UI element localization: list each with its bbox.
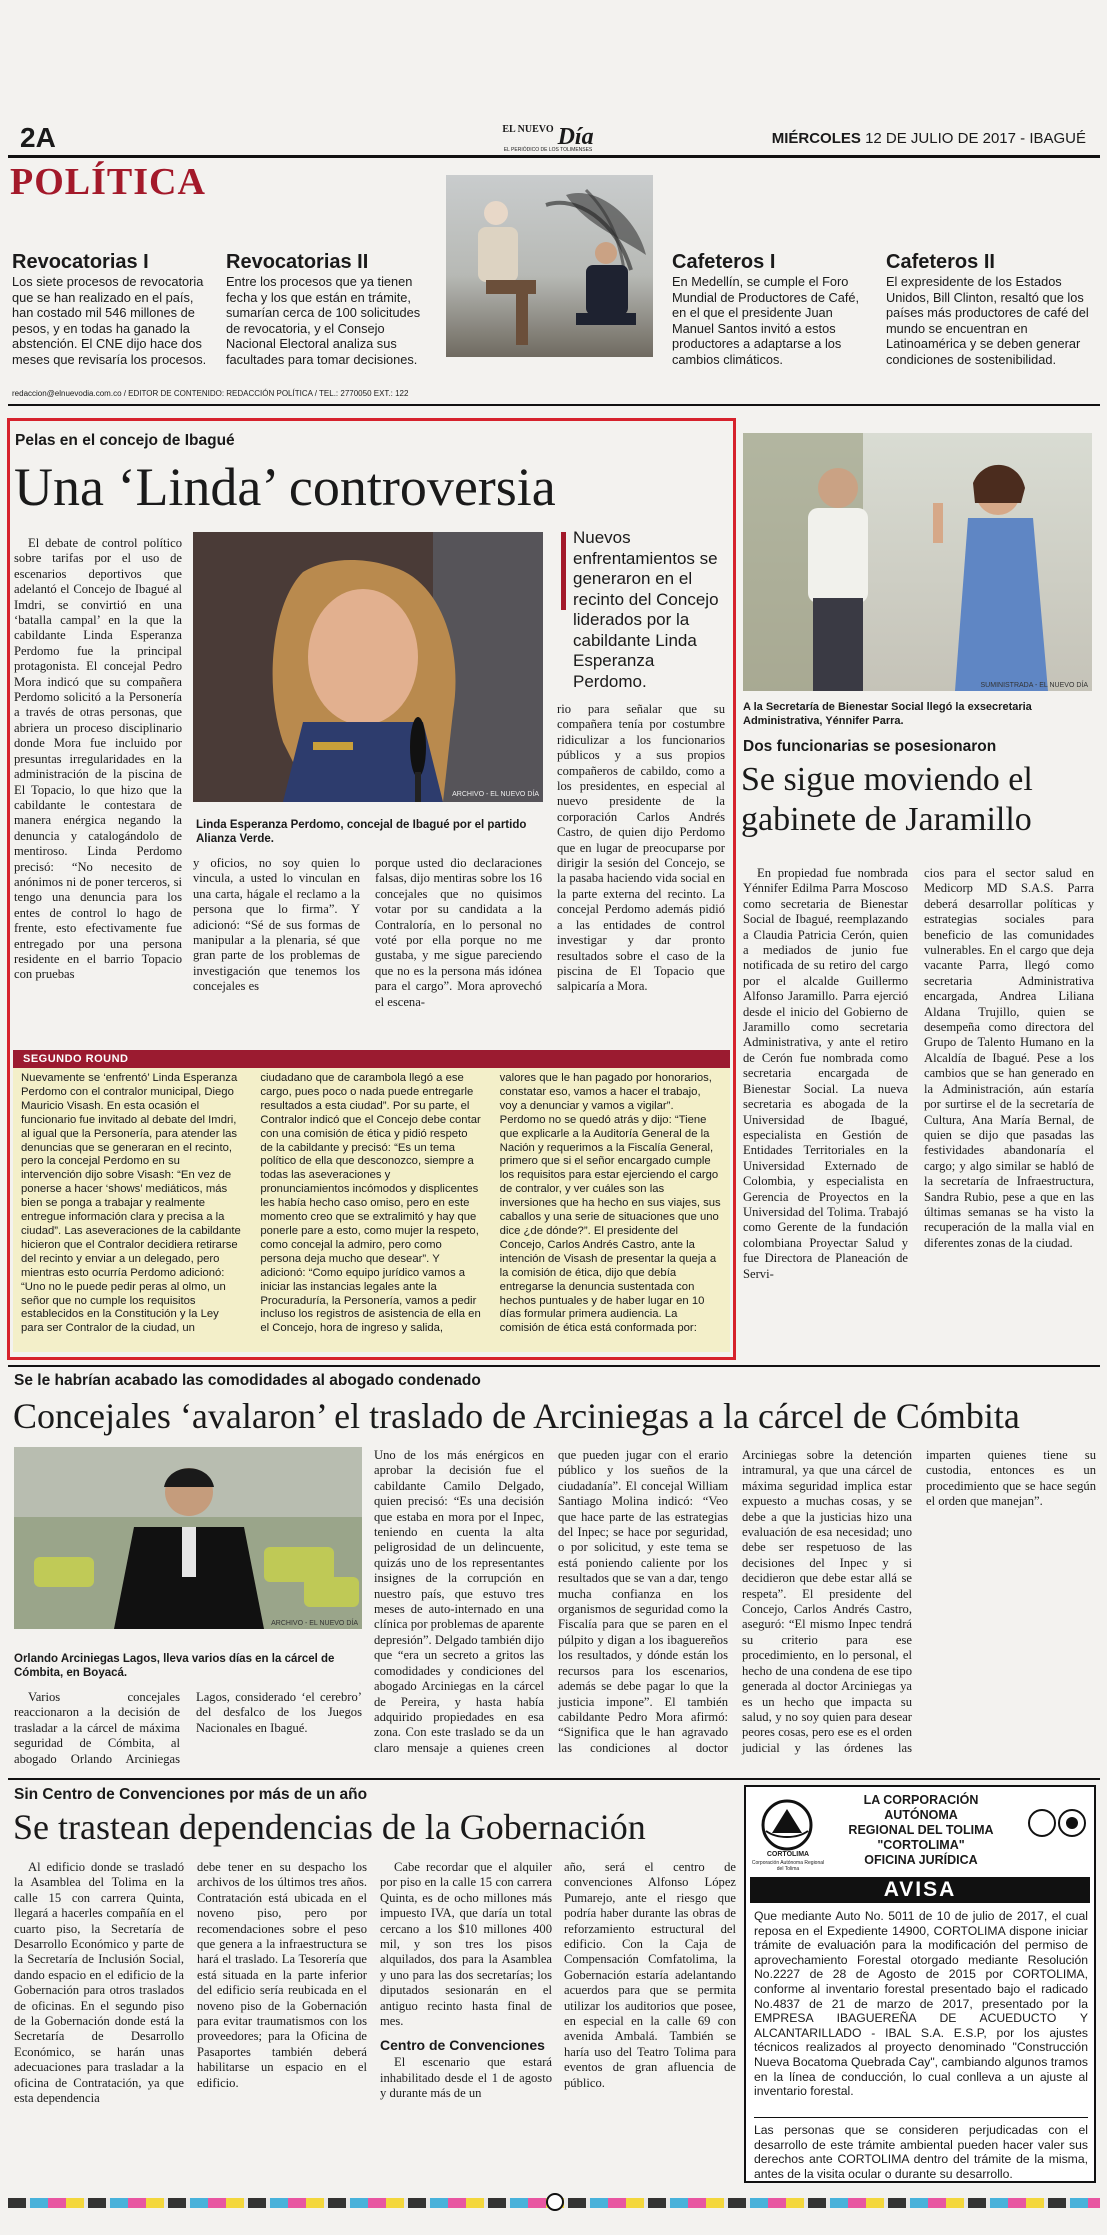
brief-2-title: Revocatorias II: [226, 251, 369, 273]
gobernacion-subhead: Centro de Convenciones: [380, 2037, 545, 2054]
linda-col4-text: rio para señalar que su compañera tenía por costumbre ridiculizar a los funcionarios públicos y a sus propios compañeros de cabildo, como a los presidentes, en especial al nuevo presidente de la corporación Carlos Andrés Castro, de quien dijo Perdomo que en lugar de preocuparse por dirigir la sesión del Concejo, se la pasaba haciendo vida social en la parte externa del recinto. La concejal Perdomo además pidió a las entidades de control investigar y dar pronto resultados sobre el caso de la piscina de El Topacio que salpicaría a Mora.: [557, 702, 725, 994]
cortolima-org: [826, 1793, 1016, 1868]
gobernacion-col3b-text: El escenario que estará inhabilitado desde el 1 de agosto y durante más de un: [380, 2055, 552, 2101]
gobernacion-col2-text: debe tener en su despacho los archivos de los últimos tres años. Contratación está ubicada en el noveno piso, pero por recomendaciones sobre el peso que genera a la infraestructura se hará el traslado. La Tesorería que está situada en la parte inferior del edificio sería reubicada en el noveno piso de la Gobernación para evitar traumatismos con los proveedores; para la Oficina de Pasaportes también deberá habilitarse un espacio en el edificio.: [197, 1860, 367, 2090]
issue-date: [772, 130, 1086, 147]
gobernacion-col2: [197, 1860, 367, 2190]
arciniegas-photo-credit: ARCHIVO - EL NUEVO DÍA: [271, 1620, 358, 1627]
logo-tagline: EL PERIÓDICO DE LOS TOLIMENSES: [503, 147, 593, 153]
brief-3-title: Cafeteros I: [672, 251, 776, 273]
arciniegas-rule: [8, 1778, 1100, 1780]
certification-seals: [1026, 1799, 1090, 1849]
arciniegas-photo-illustration: [14, 1447, 362, 1629]
brief-4: [886, 250, 1098, 367]
brief-3-text: En Medellín, se cumple el Foro Mundial de Productores de Café, en el que el presidente Juan Manuel Santos invitó a estos productores a adaptarse a los cambios climáticos.: [672, 274, 860, 367]
linda-col1: [14, 536, 182, 1036]
linda-col1-text: El debate de control político sobre tarifas por el uso de escenarios deportivos que adelantó el Concejo de Ibagué al Imdri, se convirtió en una ‘batalla campal’ en la que la cabildante Linda Esperanza Perdomo fue la principal protagonista. El concejal Pedro Mora indicó que su compañera Perdomo solicitó a la Personería a través de otras personas, que abriera un proceso disciplinario donde Mora fue incluido por presuntas irregularidades en la administración de la piscina de El Topacio, lo que hizo que la cabildante le contestara de manera enérgica negando la denuncia y catalogándolo de mentiroso. Linda Perdomo precisó: “No necesito de anónimos ni de poner terceros, si tengo una denuncia para los entes de control lo hago de frente, esto efectivamente fue entregado por una persona residente en el barrio Topacio con pruebas: [14, 536, 182, 982]
logo-main: Día: [557, 124, 594, 150]
linda-photo-illustration: [193, 532, 543, 802]
brief-1-title: Revocatorias I: [12, 251, 149, 273]
segundo-round-text: [21, 1072, 721, 1348]
gabinete-kicker: Dos funcionarias se posesionaron: [743, 738, 997, 755]
gobernacion-col3-text: Cabe recordar que el alquiler por piso en la calle 15 con carrera Quinta, es de ocho millones más impuesto IVA, que daría un total cercano a los $10 millones 400 mil, y son tres los pisos alquilados, dos para la Asamblea y uno para las dos secretarías; los diputados sesionarán en el antiguo recinto hasta final de mes.: [380, 1860, 552, 2029]
cortolima-logo-sub: Corporación Autónoma Regional del Tolima: [751, 1860, 825, 1872]
brief-1-text: Los siete procesos de revocatoria que se han realizado en el país, han costado mil 546 millones de pesos, y en todas ha ganado la abstención. El CNE dijo hace dos meses que revisaría los procesos.: [12, 274, 207, 367]
cortolima-org-line2: REGIONAL DEL TOLIMA: [848, 1823, 994, 1837]
segundo-round-title: SEGUNDO ROUND: [13, 1050, 730, 1068]
gobernacion-col4: [564, 1860, 736, 2190]
arciniegas-intro-text: Varios concejales reaccionaron a la decisión de trasladar a la cárcel de máxima seguridad de Cómbita, al abogado Orlando Arciniegas Lagos, considerado ‘el cerebro’ del desfalco de los Juegos Nacionales en Ibagué.: [14, 1690, 362, 1766]
gobernacion-col1: [14, 1860, 184, 2190]
cortolima-org-line4: OFICINA JURÍDICA: [864, 1853, 978, 1867]
linda-headline: Una ‘Linda’ controversia: [14, 457, 556, 517]
linda-col3-text: porque usted dio declaraciones falsas, dijo mentiras sobre los 16 concejales que no quisimos votar por su candidata a la Contraloría, en lo personal no voté por ella porque no me gustaba, y me sigue pareciendo que no es la persona más idónea para el cargo”. Mora aprovechó el escena-: [375, 856, 542, 1009]
newspaper-logo: [463, 124, 633, 152]
linda-lead: Nuevos enfrentamientos se generaron en el recinto del Concejo liderados por la cabildante Linda Esperanza Perdomo.: [573, 528, 719, 691]
masthead-rule: [8, 155, 1100, 158]
page-number: 2A: [20, 122, 56, 153]
brief-2-text: Entre los procesos que ya tienen fecha y los que están en trámite, sumarían cerca de 100 solicitudes de revocatoria, y el Consejo Nacional Electoral analiza sus facultades para tomar decisiones.: [226, 274, 421, 367]
cortolima-ad-divider: [754, 2117, 1088, 2118]
cortolima-logo-text: CORTOLIMA: [766, 1851, 810, 1858]
forum-photo-illustration: [446, 175, 653, 357]
linda-lead-bar: [561, 532, 566, 610]
issue-day: MIÉRCOLES: [771, 130, 861, 147]
gabinete-col2-text: cios para el sector salud en Medicorp MD S.A.S. Parra deberá desarrollar políticas y estrategias sociales para beneficio de las comunidades vulnerables. En el cargo que deja vacante Parra, llegó como secretaria Administrativa encargada, Andrea Liliana Aldana Trujillo, quien se desempeña como directora del Grupo de Talento Humano en la Alcaldía de Ibagué. Pese a los cambios que se han generado en la Administración, aún estaría por surtirse el de la secretaría de Cultura, Ana María Bernal, de quien se dijo que pasadas las festividades abandonaría el cargo; y algo similar se habló de la secretaría de Infraestructura, Sandra Rubio, pese a que en las últimas semanas se ha visto la recuperación de la malla vial en diferentes zonas de la ciudad.: [924, 866, 1094, 1250]
arciniegas-body: [374, 1448, 1096, 1770]
arciniegas-kicker: Se le habrían acabado las comodidades al abogado condenado: [14, 1372, 481, 1389]
briefs-rule: [8, 404, 1100, 406]
arciniegas-intro: [14, 1690, 362, 1770]
segundo-round-box: [13, 1050, 730, 1352]
linda-col2-text: y oficios, no soy quien lo vincula, a usted lo vinculan en una carta, hágale el reclamo a la persona que lo firma”. Y adicionó: “Sé de sus formas de manipular a la plenaria, sé que gran parte de los problemas de investigación que tenemos los concejales es: [193, 856, 360, 994]
masthead: [8, 124, 1100, 152]
gabinete-col2: [924, 866, 1094, 1350]
gabinete-photo-illustration: [743, 433, 1092, 691]
linda-col4: [557, 702, 725, 1040]
issue-date-text: 12 DE JULIO DE 2017 - IBAGUÉ: [865, 130, 1086, 147]
gabinete-headline: Se sigue moviendo el gabinete de Jaramillo: [741, 761, 1033, 838]
linda-col2: [193, 856, 360, 1041]
brief-1: [12, 250, 212, 367]
arciniegas-body-text: Uno de los más enérgicos en aprobar la decisión fue el cabildante Camilo Delgado, quien precisó: “Es una decisión que estaba en mora por el Inpec, teniendo en cuenta la alta peligrosidad de un delincuente, quizás uno de los representantes insignes de la corrupción en nuestro país, que estuvo tres meses de auto-internado en una clínica por problemas de aparente depresión”. Delgado también dijo que “era un secreto a gritos las comodidades y condiciones del abogado Arciniegas en la cárcel de Pereira, y hasta había adquirido propiedades en esa zona. Con este traslado se da un claro mensaje a quienes creen que pueden jugar con el erario público y los sueños de la ciudadanía”. El concejal William Santiago Molina indicó: “Veo que hace parte de las estrategias del Inpec; se hace por seguridad, o por solicitud, y este tema se está poniendo caliente por los resultados que se van a dar, tengo mucha confianza en los organismos de seguridad como la Fiscalía para que se paren en el púlpito y digan a los ibaguereños los resultados, y dónde están los recursos para los escenarios, además se debe pagar lo que la justicia impone”. El también cabildante Pedro Mora afirmó: “Significa que le han agravado las condiciones al doctor Arciniegas sobre la detención intramural, ya que una cárcel de máxima seguridad implica estar expuesto a muchas cosas, y se debe a que la justicias hizo una evaluación de esa necesidad; uno debe ser respetuoso de las decisiones del Inpec y si decidieron que debe estar allá se respeta”. El presidente del Concejo, Carlos Andrés Castro, aseguró: “El mismo Inpec tendrá su criterio para ese procedimiento, en lo personal, el hecho de una condena de ese tipo generada al doctor Arciniegas ya es un hecho que impacta su salud, y no soy quien para desear peores cosas, pero ese es el orden judicial y las órdenes las imparten quienes tiene su custodia, entonces es un procedimiento que se hace según el orden que manejan”.: [374, 1448, 1096, 1755]
linda-photo: [193, 532, 543, 802]
gabinete-photo-credit: SUMINISTRADA - EL NUEVO DÍA: [980, 682, 1088, 689]
brief-3: [672, 250, 872, 367]
arciniegas-photo-caption: Orlando Arciniegas Lagos, lleva varios días en la cárcel de Cómbita, en Boyacá.: [14, 1653, 335, 1679]
forum-photo: [446, 175, 653, 357]
gobernacion-kicker: Sin Centro de Convenciones por más de un año: [14, 1786, 368, 1803]
gobernacion-col4-text: año, será el centro de convenciones Alfonso López Pumarejo, ante el riesgo que podría haber durante las obras de reforzamiento estructural del edificio. Con la Caja de Compensación Comfatolima, la Gobernación estaría adelantando acuerdos para que se permita utilizar los auditorios que posee, en especial en la calle 69 con avenida Ambalá. También se haría uso del Teatro Tolima para eventos de gran afluencia de público.: [564, 1860, 736, 2090]
certification-seal-icon: [1026, 1799, 1090, 1849]
gobernacion-col3: [380, 1860, 552, 2190]
cortolima-avisa-title: AVISA: [750, 1877, 1090, 1903]
linda-kicker: Pelas en el concejo de Ibagué: [15, 432, 235, 449]
section-title: POLÍTICA: [10, 161, 206, 203]
brief-4-title: Cafeteros II: [886, 251, 995, 273]
gobernacion-headline: Se trastean dependencias de la Gobernación: [13, 1807, 646, 1847]
arciniegas-photo: [14, 1447, 362, 1629]
gobernacion-col1-text: Al edificio donde se trasladó la Asamblea del Tolima en la calle 15 con carrera Quinta, llegará a hacerles compañía en el cuarto piso, la Secretaría de Desarrollo Económico y parte de la Secretaría de Inclusión Social, dando espacio en el edificio de la Gobernación para otros traslados de oficinas. En el segundo piso de la Gobernación donde está la Secretaría de Desarrollo Económico, se harán unas adecuaciones para trasladar a la oficina de Contratación, ya que esta dependencia: [14, 1860, 184, 2106]
cortolima-ad: [744, 1785, 1096, 2183]
brief-2: [226, 250, 436, 367]
gabinete-photo: [743, 433, 1092, 691]
segundo-round-body: Nuevamente se ‘enfrentó’ Linda Esperanza Perdomo con el contralor municipal, Diego Mauricio Visash. En esta ocasión el funcionario fue invitado al debate del Imdri, al igual que la Personería, para atender las denuncias que se generaran en el recinto, pero la concejal Perdomo en su intervención dijo sobre Visash: “En vez de ponerse a hacer ‘shows’ mediáticos, más bien se ponga a trabajar y realmente entregue información clara y precisa a la ciudad”. Las aseveraciones de la cabildante hicieron que el Contralor decidiera retirarse del recinto y enviar a un delegado, pero mientras esto ocurría Perdomo adicionó: “Uno no le puede pedir peras al olmo, un señor que no cumple los requisitos establecidos en la Constitución y la Ley para ser Contralor de la ciudad, un ciudadano que de carambola llegó a ese cargo, pues poco o nada puede entregarle resultados a esta ciudad”. Por su parte, el Contralor indicó que el Concejo debe contar con una comisión de ética y pidió respeto de la cabildante y precisó: “Es un tema político de ella que desconozco, siempre a todas las aseveraciones y pronunciamientos incómodos y displicentes les había hecho caso omiso, pero en este momento creo que se extralimitó y hay que ponerle pare a esto, como mujer la respeto, como concejal la admiro, pero como persona deja mucho que desear”. Y adicionó: “Como equipo jurídico vamos a iniciar las instancias legales ante la Procuraduría, la Personería, vamos a pedir incluso los registros de asistencia de ella en el Concejo, hora de ingreso y salida, valores que le han pagado por honorarios, constatar eso, vamos a hacer el trabajo, voy a denunciar y vamos a vigilar”. Perdomo no se quedó atrás y dijo: “Tiene que explicarle a la Auditoría General de la Nación y requerimos a la Fiscalía General, primero que si el señor encargado cumple los requisitos para estar ejerciendo el cargo de contralor, y ver cuáles son las inversiones que ha hecho en sus viajes, sus caballos y una serie de situaciones que uno dice ¿de dónde?”. El presidente del Concejo, Carlos Andrés Castro, ante la intención de Visash de presentar la queja a la comisión de ética, dijo que debía entregarse la denuncia sustentada con hechos puntuales y de haber lugar en 10 días formular primera audiencia. La comisión de ética está conformada por:: [21, 1072, 721, 1335]
linda-photo-credit: ARCHIVO - EL NUEVO DÍA: [452, 791, 539, 798]
brief-4-text: El expresidente de los Estados Unidos, Bill Clinton, resaltó que los países más productores de café del mundo se encuentran en Latinoamérica y se deben generar condiciones de sostenibilidad.: [886, 274, 1089, 367]
cortolima-ad-footer: Las personas que se consideren perjudicadas con el desarrollo de este trámite ambiental pueden hacer valer sus derechos ante CORTOLIMA dentro del trámite de la misma, antes de la visita ocular o durante su desarrollo.: [754, 2123, 1088, 2181]
registration-mark-icon: [546, 2193, 564, 2211]
gabinete-col1-text: En propiedad fue nombrada Yénnifer Edilma Parra Moscoso como secretaria de Bienestar Social de Ibagué, reemplazando a Claudia Patricia Cerón, quien a mediados de junio fue notificada de su retiro del cargo por el alcalde Guillermo Alfonso Jaramillo. Parra ejerció desde el inicio del Gobierno de Jaramillo como secretaria Administrativa, y ante el retiro de Cerón fue nombrada como secretaria encargada de Bienestar Social. La nueva secretaria es abogada de la Universidad de Ibagué, especialista en Gestión de Entidades Territoriales en la Universidad Externado de Colombia, y especialista en Gerencia de Proyectos en la Universidad del Tolima. Trabajó como Gerente de la fundación colombiana Proyectar Salud y fue Directora de Planeación de Servi-: [743, 866, 908, 1281]
cortolima-org-line3: "CORTOLIMA": [877, 1838, 965, 1852]
gabinete-photo-caption: A la Secretaría de Bienestar Social llegó la exsecretaria Administrativa, Yénnifer Parra.: [743, 701, 1032, 727]
cortolima-ad-body: Que mediante Auto No. 5011 de 10 de julio de 2017, el cual reposa en el Expediente 14900, CORTOLIMA dispone iniciar trámite de evaluación para la modificación del permiso de aprovechamiento Forestal otorgado mediante Resolución No.2227 de 28 de Agosto de 2015 por CORTOLIMA, conforme al inventario forestal presentado bajo el radicado No.4837 de 21 de marzo de 2017, presentado por la EMPRESA IBAGUEREÑA DE ACUEDUCTO Y ALCANTARILLADO - IBAL S.A. E.S.P, por los ajustes técnicos realizados al proyecto denominado "Construcción Nueva Bocatoma Quebrada Cay", cambiando algunos tramos en la línea de conducción, lo cual conlleva a un ajuste al inventario forestal.: [754, 1909, 1088, 2099]
gabinete-rule: [8, 1365, 1100, 1367]
linda-col3: [375, 856, 542, 1041]
editorial-credits: redaccion@elnuevodia.com.co / EDITOR DE CONTENIDO: REDACCIÓN POLÍTICA / TEL.: 2770050 EXT.: 122: [12, 389, 409, 398]
linda-photo-caption: Linda Esperanza Perdomo, concejal de Ibagué por el partido Alianza Verde.: [196, 819, 527, 845]
arciniegas-headline: Concejales ‘avalaron’ el traslado de Arciniegas a la cárcel de Cómbita: [13, 1396, 1020, 1436]
cortolima-org-line1: LA CORPORACIÓN AUTÓNOMA: [863, 1793, 979, 1822]
gabinete-col1: [743, 866, 908, 1350]
logo-prefix: EL NUEVO: [502, 124, 554, 135]
